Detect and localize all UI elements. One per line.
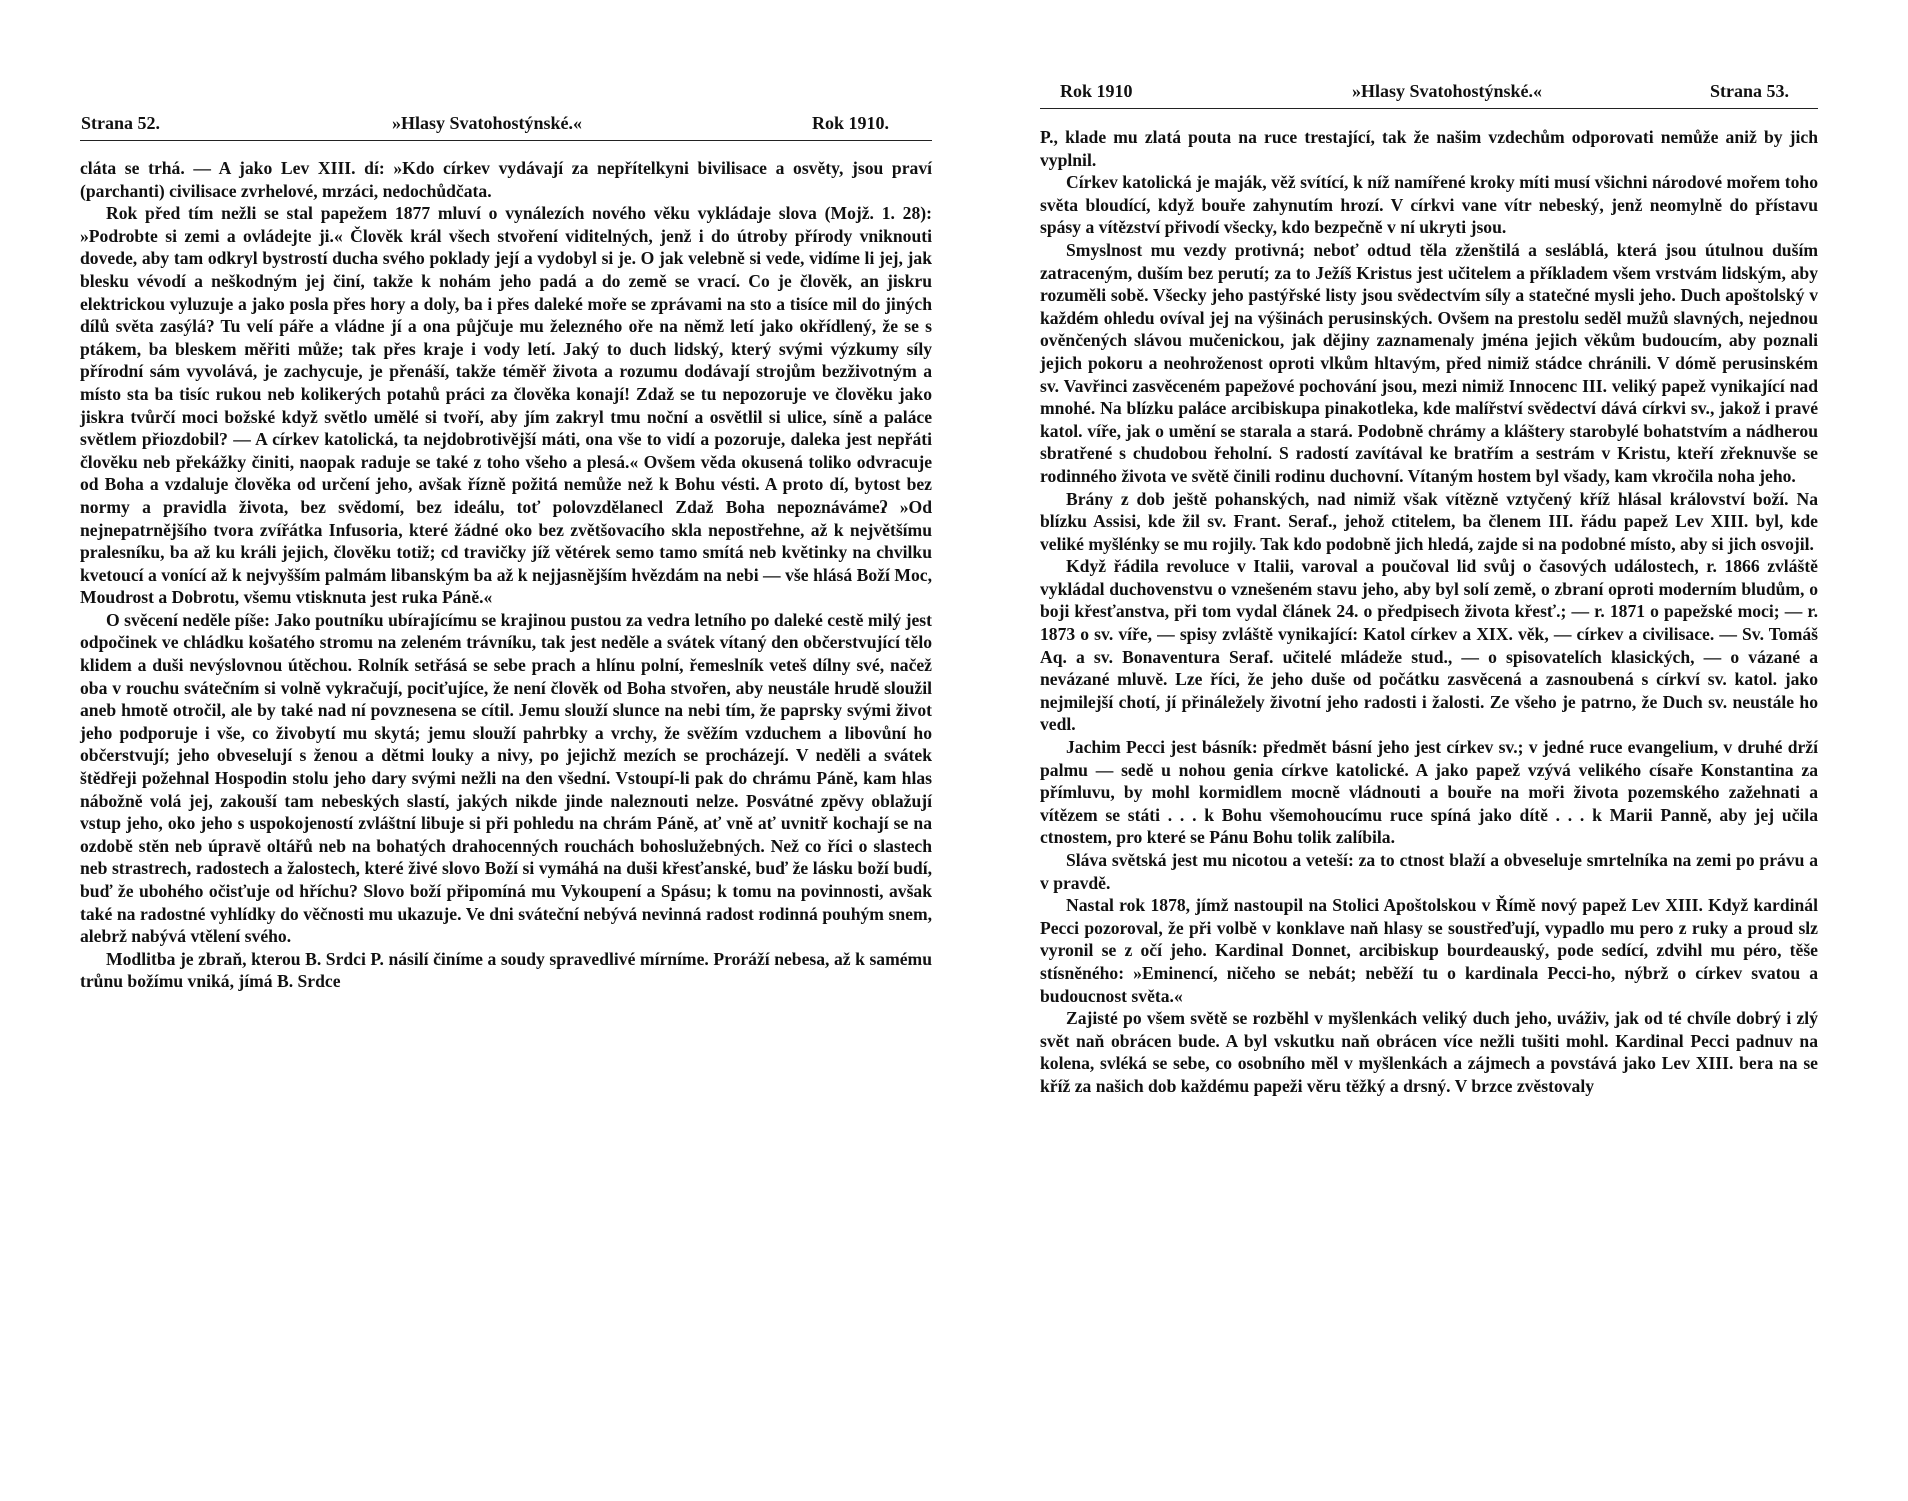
left-paragraph: Rok před tím nežli se stal papežem 1877 mluví o vynálezích nového věku vykládaje slova (Mojž. 1. 28): »Podrobte si zemi a ovládejte ji.« Člověk král všech stvoření viditelných, jenž i do útroby přírody vniknouti dovede, aby tam odkryl bystrostí ducha svého poklady její a vydobyl si je. O jak velebně si vede, vidíme li jej, jak blesku vévodí a neškodným jej činí, takže k nohám jeho padá a do země se vrací. Co je člověk, an jiskru elektrickou vyluzuje a jako posla přes hory a doly, ba i přes daleké moře se zprávami na sto a tisíce mil do jiných dílů světa zasýlá? Tu velí páře a vládne jí a ona půjčuje mu železného oře na němž letí jako okřídlený, že se s ptákem, ba bleskem měřiti může; tak přes kraje i vody letí. Jaký to duch lidský, který svými výzkumy síly přírodní sám vyvolává, je zachycuje, je přenáší, takže téměř života a rozumu dodávají strojům bezživotným a místo sta ba tisíc rukou neb kolikerých potahů práci za člověka konají! Zdaž se tu nepozoruje ve člověku jako jiskra tvůrčí moci božské když světlo umělé si tvoří, aby jím zakryl tmu noční a osvětlil si ulice, síně a paláce světlem přiozdobil? — A církev katolická, ta nejdobrotivější máti, ona vše to vidí a pozoruje, daleka jest nepřáti člověku neb překážky činiti, naopak raduje se také z toho všeho a plesá.« Ovšem věda okusená toliko odvracuje od Boha a vzdaluje člověka od určení jeho, avšak řízně požitá nemůže než k Bohu vésti. A proto dí, bytost bez normy a pravidla života, bez svědomí, bez ideálu, toť polovzdělanecl Zdaž Boha nepoznávámeʔ »Od nejnepatrnějšího tvora zvířátka Infusoria, které žádné oko bez zvětšovacího skla nepostřehne, až k největšímu pralesníku, ba až ku králi jejich, člověku totiž; cd travičky jíž větérek semo tamo smítá neb květinky na chvilku kvetoucí a vonící až k nejvyšším palmám libanským ba až k nejjasnějším hvězdám na nebi — vše hlásá Boží Moc, Moudrost a Dobrotu, všemu vtisknuta jest ruka Páně.«	[80, 203, 932, 608]
right-journal-title: »Hlasy Svatohostýnské.«	[1352, 81, 1543, 101]
left-journal-title: »Hlasy Svatohostýnské.«	[392, 113, 583, 133]
right-paragraph: Brány z dob ještě pohanských, nad nimiž však vítězně vztyčený kříž hlásal království boží. Na blízku Assisi, kde žil sv. Frant. Seraf., jehož ctitelem, ba členem III. řádu papež Lev XIII. byl, kde veliké myšlénky se mu rojily. Tak kdo podobně jich hledá, zajde si na podobné místo, aby si jich osvojil.	[1040, 488, 1818, 554]
left-paragraph: cláta se trhá. — A jako Lev XIII. dí: »Kdo církev vydávají za nepřítelkyni bivilisace a osvěty, jsou praví (parchanti) civilisace zvrhelové, mrzáci, nedochůdčata.	[80, 158, 932, 201]
right-header-rule	[1040, 108, 1818, 109]
right-paragraph: Církev katolická je maják, věž svítící, k níž namířené kroky míti musí všichni národové mořem toho světa bloudící, když bouře zahynutím hrozí. V církvi vane vítr nebeský, jenž neomylně do přístavu spásy a vítězství přivodí všecky, kdo bezpečně v ní ukryti jsou.	[1040, 172, 1818, 238]
right-paragraph: Když řádila revoluce v Italii, varoval a poučoval lid svůj o časových událostech, r. 1866 zvláště vykládal duchovenstvu o vznešeném stavu jeho, aby byl solí země, o zbraní oproti moderním bludům, o boji křesťanstva, při tom vydal článek 24. o předpisech života křesť.; — r. 1871 o papežské moci; — r. 1873 o sv. víře, — spisy zvláště vynikající: Katol církev a XIX. věk, — církev a civilisace. — Sv. Tomáš Aq. a sv. Bonaventura Seraf. učitelé mládeže stud., — o spisovatelích klasických, — o vázané a nevázané mluvě. Lze říci, že jeho duše od počátku zasvěcená a zasnoubená s církví sv. katol. jako nejmilejší chotí, jí přináležely životní jeho radosti i žalosti. Ze všeho je patrno, že Duch sv. neustále ho vedl.	[1040, 556, 1818, 735]
left-page-number: Strana 52.	[81, 113, 161, 133]
right-page-number: Strana 53.	[1710, 81, 1790, 101]
right-paragraph: Smyslnost mu vezdy protivná; neboť odtud těla zženštilá a sesláblá, která jsou útulnou duším zatraceným, duším bez perutí; za to Ježíš Kristus jest učitelem a příkladem všem vrstvám lidským, aby rozuměli sobě. Všecky jeho pastýřské listy jsou svědectvím síly a statečné mysli jeho. Duch apoštolský v každém ohledu ovíval jej na výšinách perusinských. Ovšem na prestolu seděl mužů slavných, nejednou ověnčených slávou mučenickou, jak dějiny zaznamenaly jména jejich věkům budoucím, aby poznali jejich pokoru a neohroženost oproti vlkům hltavým, před nimiž stádce chránili. V dómě perusinském sv. Vavřinci zasvěceném papežové pochování jsou, mezi nimiž Innocenc III. veliký papež vynikající nad mnohé. Na blízku paláce arcibiskupa pinakotleka, kde malířství svědectví dává církvi sv., jakož i pravé katol. víře, jak o umění se starala a stará. Podobně chrámy a kláštery starobylé bohatstvím a nádherou sbratřené s chudobou řeholní. S radostí zavítával ke bratřím a sestrám v Kristu, kteří zřeknuvše se rodinného života ve světě činili rodinu duchovní. Vítaným hostem byl všady, kam vkročila noha jeho.	[1040, 239, 1818, 486]
left-paragraph: Modlitba je zbraň, kterou B. Srdci P. násilí činíme a soudy spravedlivé mírníme. Proráží nebesa, až k samému trůnu božímu vniká, jímá B. Srdce	[80, 948, 932, 992]
right-text-column	[1040, 126, 1818, 1098]
left-year: Rok 1910.	[812, 113, 890, 133]
right-page	[954, 0, 1908, 1501]
right-year: Rok 1910	[1060, 81, 1133, 101]
left-header-rule	[80, 140, 932, 141]
left-text-column	[80, 157, 932, 993]
right-paragraph: Nastal rok 1878, jímž nastoupil na Stolici Apoštolskou v Římě nový papež Lev XIII. Když kardinál Pecci pozoroval, že při volbě v konklave naň hlasy se soustřeďují, vypadlo mu pero z ruky a proud slz vyronil se z očí jeho. Kardinal Donnet, arcibiskup bourdeauský, pode sedící, zdvihl mu péro, těše stísněného: »Eminencí, ničeho se nebát; neběží tu o kardinala Pecci-ho, nýbrž o církev svatou a budoucnost světa.«	[1040, 895, 1818, 1006]
right-paragraph: Jachim Pecci jest básník: předmět básní jeho jest církev sv.; v jedné ruce evangelium, v druhé drží palmu — sedě u nohou genia církve katolické. A jako papež vzývá velikého císaře Konstantina za přímluvu, by mohl kormidlem mocně vládnouti a bouře na moři života pozemského zažehnati a vítězem se státi . . . k Bohu všemohoucímu ruce spíná jako dítě . . . k Marii Panně, aby jej učila ctnostem, pro které se Pánu Bohu tolik zalíbila.	[1040, 737, 1818, 848]
right-paragraph: Sláva světská jest mu nicotou a veteší: za to ctnost blaží a obveseluje smrtelníka na zemi po právu a v pravdě.	[1040, 850, 1818, 893]
right-paragraph: P., klade mu zlatá pouta na ruce trestající, tak že našim vzdechům odporovati nemůže aniž by jich vyplnil.	[1040, 127, 1818, 170]
right-paragraph: Zajisté po všem světě se rozběhl v myšlenkách veliký duch jeho, uváživ, jak od té chvíle dobrý i zlý svět naň obrácen bude. A byl vskutku naň obrácen více nežli tušiti mohl. Kardinal Pecci padnuv na kolena, svléká se sebe, co osobního měl v myšlenkách a zájmech a povstává jako Lev XIII. bera na se kříž za našich dob každému papeži věru těžký a drsný. V brzce zvěstovaly	[1040, 1008, 1818, 1096]
left-paragraph: O svěcení neděle píše: Jako poutníku ubírajícímu se krajinou pustou za vedra letního po daleké cestě milý jest odpočinek ve chládku košatého stromu na zeleném trávníku, tak jest neděle a svátek vítaný den občerstvující tělo klidem a duši nevýslovnou útěchou. Rolník setřásá se sebe prach a hlínu polní, řemeslník veteš dílny své, načež oba v rouchu svátečním si volně vykračují, pociťujíce, že není člověk od Boha stvořen, aby neustále hrudě sloužil aneb hmotě otročil, ale by také nad ní povznesena se cítil. Jemu slouží slunce na nebi tím, že paprsky svými život jeho podporuje i vše, co živobytí mu skytá; jemu slouží pahrbky a vrchy, že svěžím vzduchem a libovůní ho občerstvují; jeho obveselují s ženou a dětmi louky a nivy, po jejichž mezích se procházejí. V neděli a svátek štědřeji požehnal Hospodin stolu jeho dary svými nežli na den všední. Vstoupí-li pak do chrámu Páně, kam hlas nábožně volá jej, zakouší tam nebeských slastí, jakých nikde jinde naleznouti nelze. Posvátné zpěvy oblažují vstup jeho, oko jeho s uspokojeností zvláštní libuje si při pohledu na chrám Páně, ať vně ať uvnitř kochají se na ozdobě stěn neb úpravě oltářů neb na bohatých drahocenných rouchách bohoslužebných. Než co říci o slastech neb strastrech, radostech a žalostech, které živé slovo Boží si vymáhá na duši křesťanské, buď že lásku boží budí, buď že ubohého očisťuje od hříchu? Slovo boží připomíná mu Vykoupení a Spásu; k tomu na povinnosti, avšak také na radostné vyhlídky do věčnosti mu ukazuje. Ve dni sváteční nebývá nevinná radost rodinná pouhým snem, alebrž nabývá vtělení svého.	[80, 609, 932, 947]
